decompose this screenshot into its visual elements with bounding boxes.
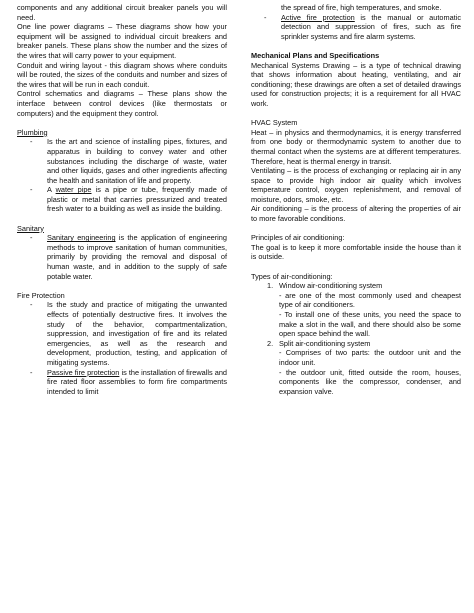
type-window-line-2: - To install one of these units, you need the space to make a slot in the wall, and there should also be some open space behind the wall.: [279, 310, 461, 339]
ventilating-paragraph: Ventilating – is the process of exchanging or replacing air in any space to provide high indoor air quality which involves temperature control, oxygen replenishment, and removal of moisture, odors, smoke, etc.: [251, 166, 461, 204]
types-heading: Types of air-conditioning:: [251, 271, 333, 281]
type-window-line-1: - are one of the most commonly used and cheapest type of air conditioners.: [279, 290, 461, 310]
fire-item-1: - Is the study and practice of mitigating the unwanted effects of potentially destructive fires. It involves the study of the behavior, compartmentalization, suppression, and investigation of fire and its related emergencies, as well as the research and development, production, testing, and application of mitigating systems.: [30, 300, 227, 367]
type-window-title: Window air-conditioning system: [279, 281, 383, 291]
principles-paragraph: The goal is to keep it more comfortable inside the house than it is outside.: [251, 242, 461, 262]
passive-continued: the spread of fire, high temperatures, and smoke.: [281, 3, 442, 12]
fire-item-2: - Passive fire protection is the installation of firewalls and fire rated floor assemblies to form fire compartments intended to limit: [30, 367, 228, 396]
sanitary-heading: Sanitary: [17, 223, 44, 233]
hvac-heading: HVAC System: [251, 118, 298, 128]
fire-protection-heading: Fire Protection: [17, 290, 65, 300]
left-column: [17, 3, 227, 396]
passive-fire-protection-term: Passive fire protection: [47, 367, 120, 377]
type-split-line-2: - the outdoor unit, fitted outside the room, houses, components like the compressor, condenser, and expansion valve.: [279, 367, 461, 396]
conduit-layout-paragraph: Conduit and wiring layout - this diagram shows where conduits will be routed, the sizes of the conduits and number and sizes of the wires that will be run in each conduit.: [17, 60, 227, 89]
one-line-diagrams-paragraph: One line power diagrams – These diagrams show how your equipment will be assigned to individual circuit breakers and breaker panels. These plans show the number and the sizes of the wires that will carry power to your equipment.: [17, 22, 227, 60]
heat-paragraph: Heat – in physics and thermodynamics, it is energy transferred from one body or thermodynamic system to another due to thermal contact when the systems are at different temperatures. Therefore, heat is thermal energy in transit.: [251, 127, 461, 166]
type-item-split: 2. Split air-conditioning system: [267, 338, 371, 348]
plumbing-item-2: - A water pipe is a pipe or tube, frequently made of plastic or metal that carries pressurized and treated fresh water to a building as well as inside the building.: [30, 185, 227, 214]
sanitary-item-1: - Sanitary engineering is the application of engineering methods to improve sanitation of human communities, primarily by providing the removal and disposal of human waste, and in addition to the supply of safe potable water.: [30, 233, 227, 281]
plumbing-item-1: - Is the art and science of installing pipes, fixtures, and apparatus in building to convey water and other substances including the discharge of waste, water and other liquids, gases and other ingredients affecting the health and sanitation of life and property.: [30, 137, 227, 185]
plumbing-heading: Plumbing: [17, 127, 48, 137]
type-split-line-1: - Comprises of two parts: the outdoor unit and the indoor unit.: [279, 348, 461, 367]
active-fire-protection-term: Active fire protection: [281, 12, 355, 22]
sanitary-engineering-term: Sanitary engineering: [47, 233, 116, 243]
type-split-title: Split air-conditioning system: [279, 338, 371, 348]
principles-heading: Principles of air conditioning:: [251, 233, 345, 243]
fire-item-3: - Active fire protection is the manual or automatic detection and suppression of fires, such as fire sprinkler systems and fire alarm systems.: [264, 12, 462, 41]
control-schematics-paragraph: Control schematics and diagrams – These plans show the interface between control devices (like thermostats or computers) and the equipment they control.: [17, 89, 227, 118]
type-item-window: 1. Window air-conditioning system: [267, 281, 383, 291]
air-conditioning-paragraph: Air conditioning – is the process of altering the properties of air to more favorable conditions.: [251, 204, 461, 224]
mechanical-drawing-paragraph: Mechanical Systems Drawing – is a type of technical drawing that shows information about heating, ventilating, and air conditioning; these drawings are often a set of detailed drawings used for construction projects; it is a requirement for all HVAC work.: [251, 60, 461, 108]
mechanical-plans-heading: Mechanical Plans and Specifications: [251, 50, 380, 60]
right-column: [251, 3, 461, 396]
intro-continued-paragraph: components and any additional circuit breaker panels you will need.: [17, 3, 227, 22]
water-pipe-term: water pipe: [55, 185, 92, 195]
plumbing-item-1-text: Is the art and science of installing pipes, fixtures, and apparatus in building to convey water and other substances including the discharge of waste, water and other liquids, gases and other ingredients affecting the health and sanitation of life and property.: [47, 137, 227, 185]
